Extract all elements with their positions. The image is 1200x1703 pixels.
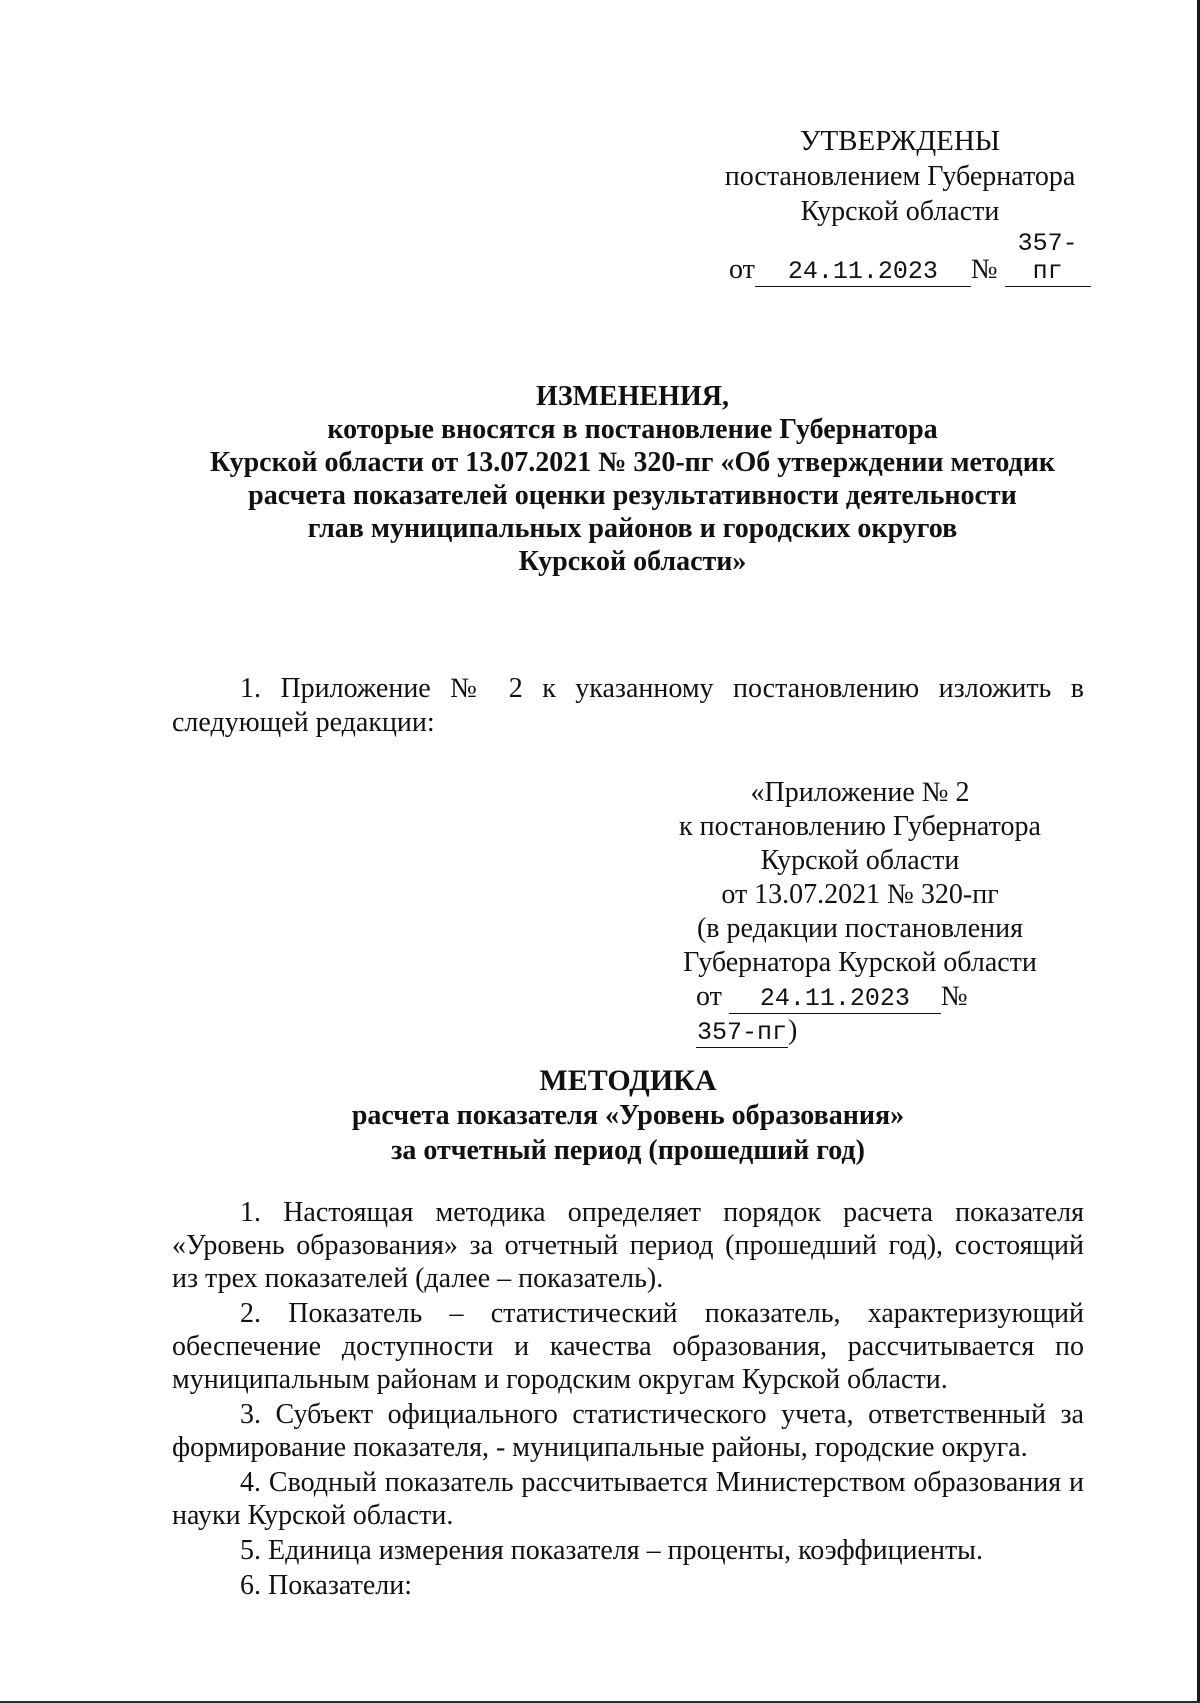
- changes-title-line: глав муниципальных районов и городских округов: [307, 513, 958, 544]
- date-prefix: от: [729, 254, 755, 285]
- approval-block: [690, 124, 1110, 287]
- appendix-number: 357-пг: [696, 1018, 787, 1047]
- methodology-title-line: расчета показателя «Уровень образования»: [351, 1100, 905, 1131]
- body-paragraph: 6. Показатели:: [240, 1570, 412, 1601]
- body-paragraph: 3. Субъект официального статистического учета, ответственный за формирование показателя, - муниципальные районы, городские округа.: [172, 1399, 1084, 1463]
- appendix-date-line: [660, 980, 1060, 1048]
- approval-date: 24.11.2023: [755, 258, 971, 287]
- appendix-line: (в редакции постановления: [696, 913, 1024, 944]
- changes-title-line: Курской области»: [518, 546, 747, 577]
- changes-title: [160, 380, 1105, 578]
- appendix-line: от 13.07.2021 № 320-пг: [721, 879, 999, 910]
- methodology-title-line: за отчетный период (прошедший год): [391, 1135, 865, 1166]
- body-paragraph: 2. Показатель – статистический показатель, характеризующий обеспечение доступности и качества образования, рассчитывается по муниципальным районам и городским округам Курской области.: [172, 1298, 1084, 1395]
- appendix-line: Губернатора Курской области: [683, 947, 1037, 978]
- appendix-line: «Приложение № 2: [750, 777, 970, 808]
- changes-heading: ИЗМЕНЕНИЯ,: [536, 381, 729, 412]
- changes-title-line: которые вносятся в постановление Губернатора: [327, 414, 938, 445]
- appendix-line: Курской области: [760, 845, 960, 876]
- methodology-body: [172, 1196, 1084, 1602]
- approval-line: постановлением Губернатора: [724, 161, 1076, 192]
- appendix-date: 24.11.2023: [729, 985, 941, 1014]
- body-paragraph: 4. Сводный показатель рассчитывается Министерством образования и науки Курской области.: [172, 1467, 1084, 1531]
- body-paragraph: 5. Единица измерения показателя – проценты, коэффициенты.: [240, 1535, 983, 1566]
- approval-date-line: [690, 230, 1110, 287]
- methodology-title: [172, 1063, 1084, 1168]
- appendix-block: [660, 776, 1060, 1048]
- changes-title-line: расчета показателей оценки результативности деятельности: [248, 480, 1017, 511]
- number-prefix: №: [940, 981, 968, 1012]
- approval-heading: УТВЕРЖДЕНЫ: [799, 125, 1001, 157]
- closing-parenthesis: ): [788, 1015, 798, 1046]
- body-paragraph: 1. Настоящая методика определяет порядок расчета показателя «Уровень образования» за отчетный период (прошедший год), состоящий из трех показателей (далее – показатель).: [172, 1197, 1084, 1294]
- appendix-line: к постановлению Губернатора: [679, 811, 1041, 842]
- methodology-heading: МЕТОДИКА: [539, 1064, 717, 1097]
- approval-line: Курской области: [800, 196, 1000, 227]
- date-prefix: от: [696, 981, 722, 1012]
- item-1-paragraph: 1. Приложение № 2 к указанному постановлению изложить в следующей редакции:: [172, 673, 1084, 738]
- approval-number: 357-пг: [1005, 230, 1091, 287]
- number-prefix: №: [970, 254, 998, 285]
- changes-title-line: Курской области от 13.07.2021 № 320-пг «Об утверждении методик: [210, 447, 1055, 478]
